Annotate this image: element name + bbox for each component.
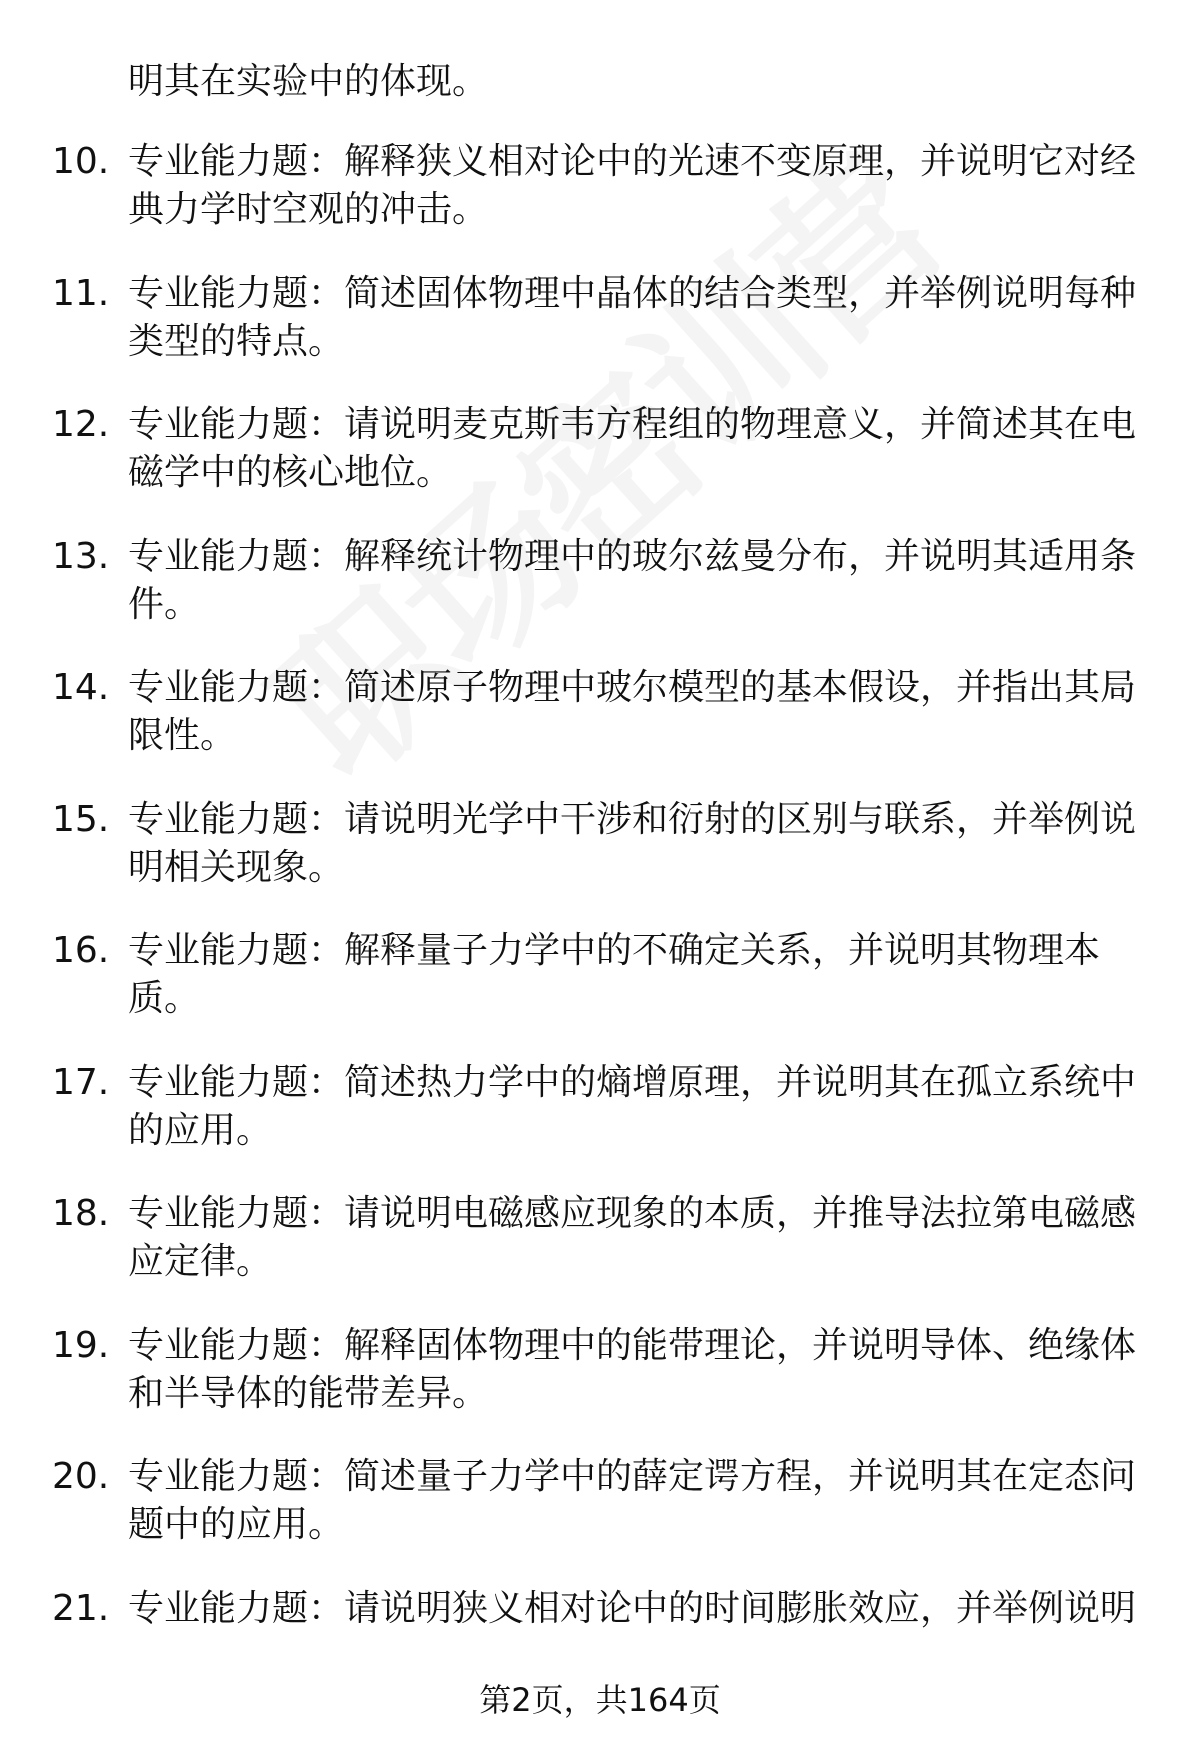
question-text: 专业能力题：解释量子力学中的不确定关系，并说明其物理本质。 — [128, 930, 1101, 1019]
question-item — [0, 1059, 1200, 1191]
question-item — [0, 138, 1200, 270]
question-number: 19. — [52, 1324, 110, 1366]
question-item — [0, 1322, 1200, 1454]
question-item — [0, 1190, 1200, 1322]
question-list — [0, 138, 1200, 1716]
question-item — [0, 796, 1200, 928]
question-number: 11. — [52, 272, 110, 314]
continuation-text: 明其在实验中的体现。 — [128, 61, 489, 102]
question-text: 专业能力题：简述热力学中的熵增原理，并说明其在孤立系统中的应用。 — [128, 1061, 1137, 1151]
question-text: 专业能力题：简述固体物理中晶体的结合类型，并举例说明每种类型的特点。 — [128, 272, 1137, 362]
question-text: 专业能力题：请说明狭义相对论中的时间膨胀效应，并举例说明 — [128, 1587, 1137, 1629]
question-item — [0, 401, 1200, 533]
page-footer: 第2页，共164页 — [479, 1681, 721, 1719]
question-text: 专业能力题：解释狭义相对论中的光速不变原理，并说明它对经典力学时空观的冲击。 — [128, 141, 1137, 230]
question-number: 18. — [52, 1193, 110, 1234]
question-number: 20. — [52, 1456, 110, 1497]
question-item — [0, 270, 1200, 402]
question-number: 15. — [52, 798, 110, 840]
question-text: 专业能力题：简述原子物理中玻尔模型的基本假设，并指出其局限性。 — [128, 667, 1137, 756]
question-text: 专业能力题：请说明电磁感应现象的本质，并推导法拉第电磁感应定律。 — [128, 1193, 1137, 1282]
question-number: 13. — [52, 535, 110, 577]
question-item — [0, 533, 1200, 665]
question-item — [0, 664, 1200, 796]
question-text: 专业能力题：简述量子力学中的薛定谔方程，并说明其在定态问题中的应用。 — [128, 1456, 1137, 1545]
question-text: 专业能力题：请说明光学中干涉和衍射的区别与联系，并举例说明相关现象。 — [128, 798, 1137, 888]
question-text: 专业能力题：解释固体物理中的能带理论，并说明导体、绝缘体和半导体的能带差异。 — [128, 1324, 1137, 1414]
question-number: 10. — [52, 141, 110, 182]
question-text: 专业能力题：请说明麦克斯韦方程组的物理意义，并简述其在电磁学中的核心地位。 — [128, 404, 1137, 493]
question-number: 12. — [52, 404, 110, 445]
question-number: 21. — [52, 1587, 110, 1629]
question-number: 14. — [52, 667, 110, 708]
question-item — [0, 1453, 1200, 1585]
question-text: 专业能力题：解释统计物理中的玻尔兹曼分布，并说明其适用条件。 — [128, 535, 1137, 625]
question-number: 17. — [52, 1061, 110, 1103]
question-item — [0, 927, 1200, 1059]
question-number: 16. — [52, 930, 110, 971]
